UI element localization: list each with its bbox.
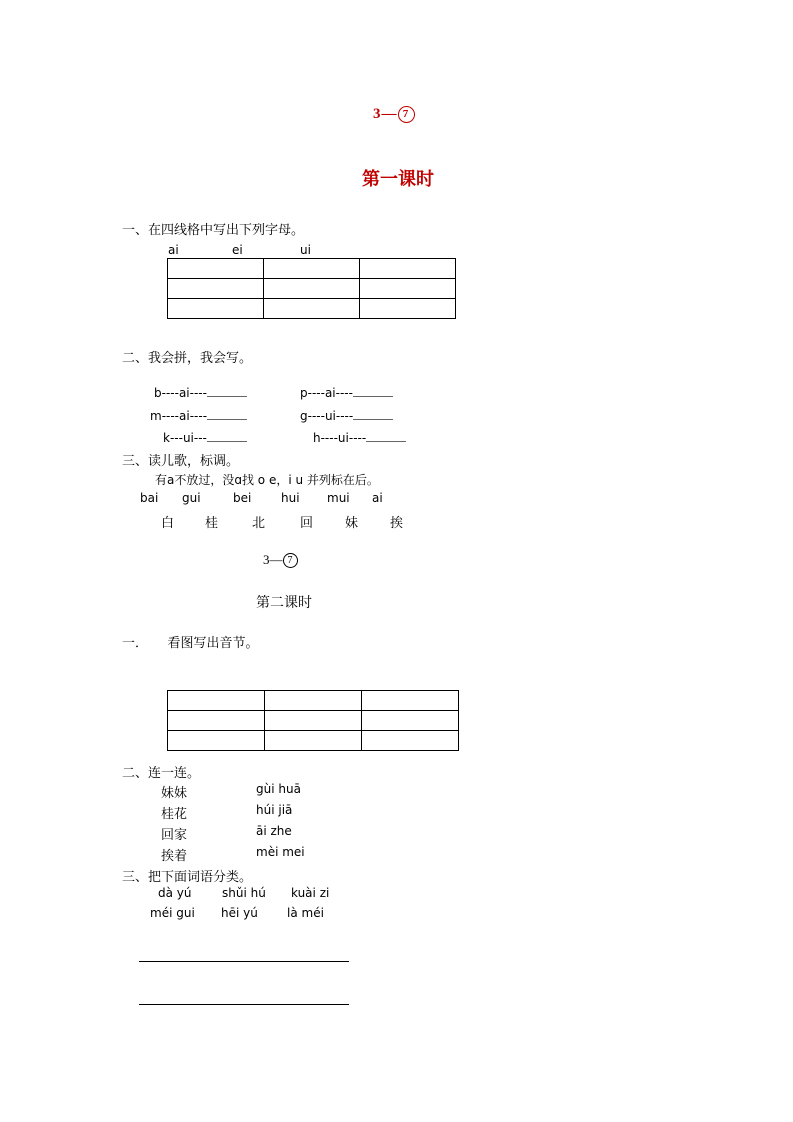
answer-blank[interactable]: [207, 419, 247, 420]
p1-ex2-item-3-left-text: k---ui---: [163, 431, 207, 445]
grid-cell[interactable]: [168, 279, 264, 299]
p1-ex1-letter-ai: ai: [168, 243, 179, 257]
lesson-code-mid: [263, 552, 298, 568]
p1-ex2-item-2-right: [300, 409, 393, 423]
p1-ex3-heading: 三、读儿歌，标调。: [122, 453, 240, 468]
p1-ex3-pinyin-3: bei: [233, 491, 252, 505]
p2-ex3-answer-line-2[interactable]: [139, 1003, 349, 1005]
p1-ex2-item-2-right-text: g----ui----: [300, 409, 354, 423]
answer-blank[interactable]: [207, 441, 247, 442]
lesson-code-mid-text: 3—: [263, 552, 283, 567]
p1-ex2-item-1-left: [154, 386, 247, 400]
p1-ex2-item-3-left: [163, 431, 247, 445]
grid-cell[interactable]: [168, 259, 264, 279]
p1-ex1-letter-ei: ei: [232, 243, 243, 257]
table-row: [168, 691, 459, 711]
lesson-code-mid-circle: 7: [283, 553, 298, 568]
p2-ex2-heading: 二、连一连。: [122, 765, 201, 780]
p1-ex3-rule: 有a不放过，没ɑ找 o e，i u 并列标在后。: [155, 473, 379, 487]
p1-ex2-heading: 二、我会拼，我会写。: [122, 350, 253, 365]
answer-blank[interactable]: [353, 396, 393, 397]
period-one-title: 第一课时: [362, 169, 434, 189]
p1-ex1-grid-table: [167, 258, 456, 319]
p2-ex2-word-1[interactable]: 妹妹: [161, 785, 188, 800]
period-two-title: 第二课时: [256, 596, 312, 611]
p2-ex2-word-4[interactable]: 挨着: [161, 848, 188, 863]
grid-cell[interactable]: [360, 299, 456, 319]
grid-cell[interactable]: [362, 691, 459, 711]
p2-ex3-answer-line-1[interactable]: [139, 960, 349, 962]
answer-blank[interactable]: [353, 419, 393, 420]
p1-ex3-pinyin-5: mui: [327, 491, 350, 505]
grid-cell[interactable]: [168, 691, 265, 711]
grid-cell[interactable]: [265, 691, 362, 711]
p1-ex3-pinyin-1: bai: [140, 491, 159, 505]
p1-ex3-hanzi-3: 北: [252, 515, 266, 530]
lesson-code-top-circle: 7: [398, 106, 415, 123]
p2-ex2-pinyin-3[interactable]: āi zhe: [256, 824, 292, 838]
p1-ex2-item-1-right: [300, 386, 393, 400]
p1-ex1-heading: 一、在四线格中写出下列字母。: [122, 222, 305, 237]
table-row: [168, 731, 459, 751]
p1-ex3-hanzi-2: 桂: [205, 515, 219, 530]
grid-cell[interactable]: [265, 731, 362, 751]
p1-ex3-hanzi-5: 妹: [345, 515, 359, 530]
p2-ex2-word-2[interactable]: 桂花: [161, 806, 188, 821]
p2-ex3-word-5: hēi yú: [221, 906, 258, 920]
p1-ex2-item-3-right: [313, 431, 406, 445]
p2-ex2-pinyin-4[interactable]: mèi mei: [256, 845, 305, 859]
grid-cell[interactable]: [360, 259, 456, 279]
lesson-code-top: [373, 106, 415, 123]
grid-cell[interactable]: [265, 711, 362, 731]
table-row: [168, 259, 456, 279]
p1-ex3-pinyin-4: hui: [281, 491, 300, 505]
grid-cell[interactable]: [264, 279, 360, 299]
grid-cell[interactable]: [168, 731, 265, 751]
p1-ex2-item-2-left-text: m----ai----: [150, 409, 208, 423]
p1-ex2-item-1-left-text: b----ai----: [154, 386, 207, 400]
p1-ex2-item-3-right-text: h----ui----: [313, 431, 367, 445]
answer-blank[interactable]: [207, 396, 247, 397]
p2-ex3-word-6: là méi: [287, 906, 324, 920]
p2-ex1-grid-table: [167, 690, 459, 751]
grid-cell[interactable]: [168, 711, 265, 731]
p2-ex2-pinyin-1[interactable]: gùi huā: [256, 782, 301, 796]
p2-ex1-answer-grid: [167, 690, 459, 751]
p1-ex3-hanzi-6: 挨: [390, 515, 404, 530]
p2-ex3-word-1: dà yú: [158, 886, 192, 900]
answer-blank[interactable]: [366, 441, 406, 442]
grid-cell[interactable]: [264, 259, 360, 279]
p1-ex3-hanzi-1: 白: [161, 515, 175, 530]
p2-ex2-word-3[interactable]: 回家: [161, 827, 188, 842]
p1-ex2-item-1-right-text: p----ai----: [300, 386, 353, 400]
p2-ex3-word-3: kuài zi: [291, 886, 330, 900]
p1-ex2-item-2-left: [150, 409, 247, 423]
p1-ex3-pinyin-2: gui: [182, 491, 201, 505]
p2-ex2-pinyin-2[interactable]: húi jiā: [256, 803, 293, 817]
p1-ex1-writing-grid: [167, 258, 456, 319]
p2-ex3-word-4: méi gui: [150, 906, 195, 920]
p2-ex3-word-2: shǔi hú: [222, 886, 266, 900]
p1-ex3-hanzi-4: 回: [300, 515, 314, 530]
lesson-code-top-text: 3—: [373, 106, 398, 122]
grid-cell[interactable]: [168, 299, 264, 319]
p1-ex3-pinyin-6: ai: [372, 491, 383, 505]
table-row: [168, 299, 456, 319]
grid-cell[interactable]: [362, 731, 459, 751]
p2-ex3-heading: 三、把下面词语分类。: [122, 869, 253, 884]
table-row: [168, 279, 456, 299]
table-row: [168, 711, 459, 731]
grid-cell[interactable]: [360, 279, 456, 299]
grid-cell[interactable]: [362, 711, 459, 731]
p2-ex1-heading: 一． 看图写出音节。: [122, 635, 259, 650]
p1-ex1-letter-ui: ui: [300, 243, 311, 257]
grid-cell[interactable]: [264, 299, 360, 319]
